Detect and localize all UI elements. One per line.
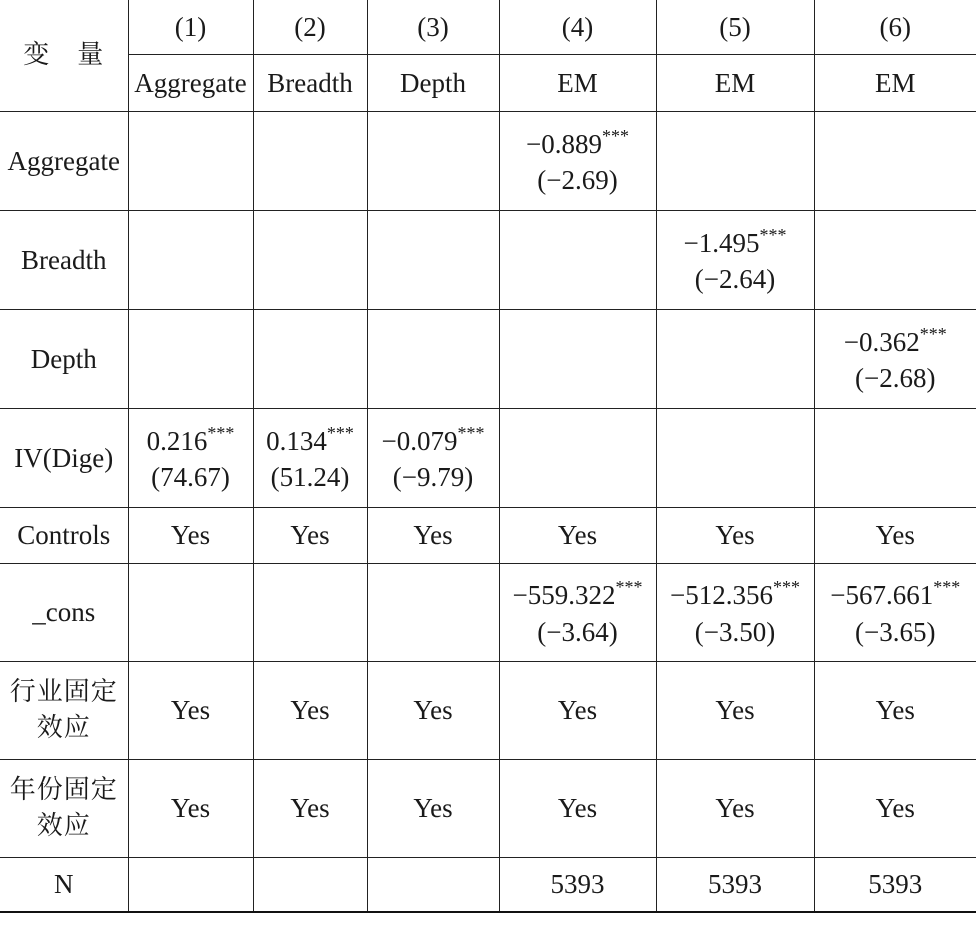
header-row-numbers [0,0,976,55]
coef-value: −559.322 [512,580,616,611]
coef-value: −567.661 [830,580,934,611]
empty-cell [814,112,976,211]
row-depth [0,310,976,409]
empty-cell [128,211,253,310]
empty-cell [367,211,499,310]
row-aggregate [0,112,976,211]
coef-value: −0.889 [526,128,602,159]
yes-cell: Yes [656,662,814,760]
col-number-4: (4) [499,0,656,55]
yes-cell: Yes [814,760,976,858]
coef-cell [814,310,976,409]
coef-cell [128,409,253,508]
empty-cell [499,211,656,310]
significance-stars: *** [772,577,800,598]
row-label-aggregate: Aggregate [0,112,128,211]
col-name-3: Depth [367,55,499,112]
t-stat: (74.67) [151,462,230,492]
col-name-6: EM [814,55,976,112]
n-cell: 5393 [814,858,976,912]
empty-cell [499,409,656,508]
row-label-year-fe [0,760,128,858]
variable-header: 变 量 [0,0,128,112]
row-label-n: N [0,858,128,912]
n-cell: 5393 [656,858,814,912]
yes-cell: Yes [253,760,367,858]
empty-cell [656,112,814,211]
empty-cell [367,564,499,662]
t-stat: (−3.50) [694,616,776,647]
col-number-2: (2) [253,0,367,55]
coef-value: −1.495 [683,227,760,258]
empty-cell [814,409,976,508]
row-n [0,858,976,912]
row-industry-fe [0,662,976,760]
coef-cell [656,211,814,310]
empty-cell [128,564,253,662]
row-year-fe [0,760,976,858]
row-label-controls: Controls [0,508,128,564]
col-number-6: (6) [814,0,976,55]
significance-stars: *** [759,224,787,245]
coef-value: −512.356 [670,580,773,611]
yes-cell: Yes [499,662,656,760]
empty-cell [253,564,367,662]
col-name-2: Breadth [253,55,367,112]
row-label-iv: IV(Dige) [0,409,128,508]
coef-value: 0.216 [146,425,208,456]
empty-cell [128,310,253,409]
row-label-industry-fe [0,662,128,760]
col-number-5: (5) [656,0,814,55]
t-stat: (−2.64) [694,264,776,294]
yes-cell: Yes [367,508,499,564]
t-stat: (−9.79) [392,462,474,492]
col-number-1: (1) [128,0,253,55]
yes-cell: Yes [499,760,656,858]
yes-cell: Yes [814,508,976,564]
col-number-3: (3) [367,0,499,55]
empty-cell [656,409,814,508]
yes-cell: Yes [814,662,976,760]
empty-cell [253,112,367,211]
significance-stars: *** [207,422,235,443]
significance-stars: *** [326,422,354,443]
empty-cell [253,310,367,409]
yes-cell: Yes [656,760,814,858]
row-cons [0,564,976,662]
coef-cell [499,564,656,662]
row-label-breadth: Breadth [0,211,128,310]
yes-cell: Yes [253,508,367,564]
t-stat: (−2.69) [537,165,618,195]
t-stat: (−3.65) [855,616,936,647]
yes-cell: Yes [656,508,814,564]
empty-cell [367,858,499,912]
yes-cell: Yes [253,662,367,760]
col-name-1: Aggregate [128,55,253,112]
empty-cell [814,211,976,310]
row-label-depth: Depth [0,310,128,409]
coef-cell [253,409,367,508]
n-cell: 5393 [499,858,656,912]
label-line-1: 年份固定 [9,775,118,806]
empty-cell [128,112,253,211]
significance-stars: *** [933,577,961,598]
significance-stars: *** [457,422,485,443]
row-iv [0,409,976,508]
empty-cell [128,858,253,912]
t-stat: (−2.68) [855,363,936,393]
t-stat: (51.24) [270,462,350,492]
label-line-1: 行业固定 [9,677,118,708]
empty-cell [656,310,814,409]
label-line-2: 效应 [36,810,91,841]
coef-cell [656,564,814,662]
label-line-2: 效应 [36,712,91,743]
yes-cell: Yes [367,662,499,760]
empty-cell [253,858,367,912]
row-controls [0,508,976,564]
yes-cell: Yes [128,662,253,760]
coef-cell [367,409,499,508]
coef-cell [814,564,976,662]
col-name-5: EM [656,55,814,112]
yes-cell: Yes [128,508,253,564]
yes-cell: Yes [499,508,656,564]
empty-cell [367,310,499,409]
empty-cell [367,112,499,211]
coef-cell [499,112,656,211]
significance-stars: *** [601,125,629,146]
empty-cell [253,211,367,310]
header-row-names [0,55,976,112]
yes-cell: Yes [367,760,499,858]
coef-value: −0.362 [843,326,920,357]
empty-cell [499,310,656,409]
row-breadth [0,211,976,310]
coef-value: −0.079 [381,425,458,456]
yes-cell: Yes [128,760,253,858]
col-name-4: EM [499,55,656,112]
significance-stars: *** [919,323,947,344]
t-stat: (−3.64) [537,616,618,647]
row-label-cons: _cons [0,564,128,662]
coef-value: 0.134 [266,425,327,456]
significance-stars: *** [615,577,643,598]
